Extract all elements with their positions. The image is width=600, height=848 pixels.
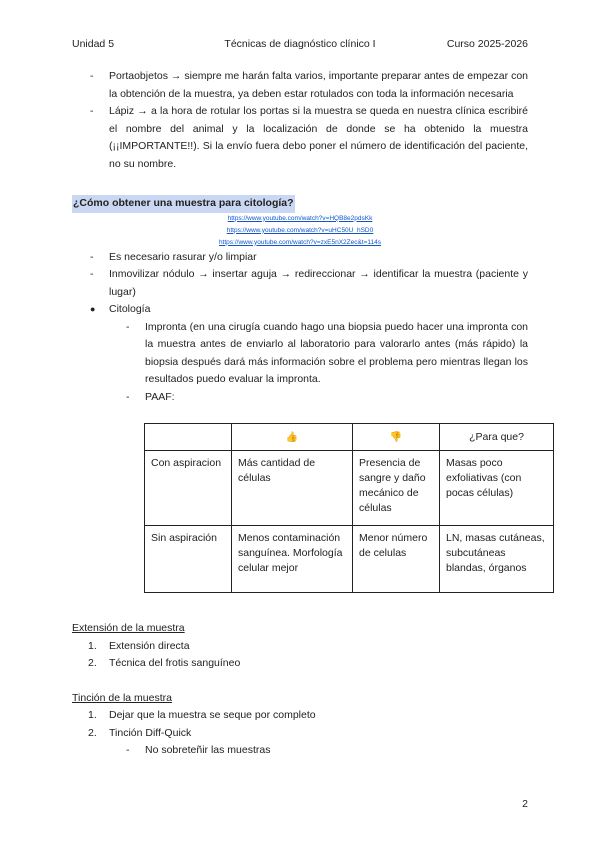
table-cell: Con aspiracion [145,451,232,526]
table-header-cell: ¿Para que? [440,424,554,451]
list-item-text: No sobreteñir las muestras [145,744,271,756]
bullet-marker: ● [90,304,96,314]
list-item-text: Impronta (en una cirugía cuando hago una biopsia puedo hacer una impronta con la muestra antes de enviarlo al laboratorio para valorarlo antes (más rápido) la biopsia después dará más información sobre el problema pero mientras llegan los resultados puedo evaluar la impronta. [145,320,528,385]
list-item [72,655,528,673]
video-link[interactable]: https://www.youtube.com/watch?v=zxE5nX2Zec&t=114s [218,238,382,246]
list-marker: - [126,320,130,333]
table-cell: LN, masas cutáneas, subcutáneas blandas, órganos [440,526,554,593]
thumbs-down-icon: 👎 [389,431,403,443]
list-item-text: Técnica del frotis sanguíneo [109,657,241,669]
table-header-cell [232,424,353,451]
list-marker: 1. [88,639,97,652]
video-link[interactable]: https://www.youtube.com/watch?v=HQB8e2pdsKk [227,214,373,222]
section-title: Tinción de la muestra [72,691,172,704]
list-item-text: Extensión directa [109,639,190,652]
list-item [72,725,528,743]
list-item [72,68,528,103]
list-marker: - [126,390,130,403]
table-cell: Presencia de sangre y daño mecánico de células [353,451,440,526]
list-item-text: Tinción Diff-Quick [109,726,192,739]
section-title: Extensión de la muestra [72,622,185,634]
list-marker: 2. [88,657,97,669]
sub-list-item [72,742,528,760]
section-title: ¿Cómo obtener una muestra para citología? [72,195,295,213]
paaf-table-wrapper [72,423,545,593]
paaf-table [144,423,554,593]
table-cell: Más cantidad de células [232,451,353,526]
list-item-text: Citología [109,303,151,315]
list-item [72,266,528,301]
list-item-text: Dejar que la muestra se seque por completo [109,709,316,721]
list-marker: - [126,744,130,756]
list-marker: - [90,70,94,82]
list-item [72,707,528,725]
table-header-cell [353,424,440,451]
thumbs-up-icon: 👍 [285,431,299,443]
list-item-text: Portaobjetos → siempre me harán falta varios, importante preparar antes de empezar con la obtención de la muestra, ya deben estar rotulados con toda la información necesaria [109,70,528,100]
page-header [72,38,528,52]
list-item [72,638,528,656]
list-marker: - [90,105,94,117]
table-row [145,451,554,526]
table-cell: Menor número de celulas [353,526,440,593]
video-links [72,213,528,249]
list-item-text: Inmovilizar nódulo → insertar aguja → redireccionar → identificar la muestra (paciente y lugar) [109,268,528,298]
table-cell: Menos contaminación sanguínea. Morfología celular mejor [232,526,353,593]
table-header-row [145,424,554,451]
list-item-text: Lápiz → a la hora de rotular los portas si la muestra se queda en nuestra clínica escribiré el nombre del animal y la localización de donde se ha obtenido la muestra (¡¡IMPORTANTE!!). Si la envío fuera debo poner el número de identificación del paciente, no su nombre. [109,105,528,170]
header-unit: Unidad 5 [72,38,115,50]
page-number: 2 [522,798,528,810]
video-link[interactable]: https://www.youtube.com/watch?v=uHC50U_hSD0 [226,226,374,234]
list-item [72,301,528,319]
extension-section [72,620,528,760]
sub-list-item [72,389,528,407]
list-item-text: Es necesario rasurar y/o limpiar [109,250,257,263]
header-course: Curso 2025-2026 [446,38,528,50]
list-item [72,249,528,267]
page-content [72,68,528,406]
list-marker: 1. [88,709,97,721]
list-marker: - [90,268,94,280]
table-cell: Masas poco exfoliativas (con pocas células) [440,451,554,526]
table-cell: Sin aspiración [145,526,232,593]
list-marker: - [90,250,94,263]
list-item-text: PAAF: [145,390,175,403]
header-subject: Técnicas de diagnóstico clínico I [224,38,376,50]
table-row [145,526,554,593]
section-heading [72,195,528,213]
list-marker: 2. [88,726,97,739]
sub-list-item [72,319,528,389]
table-cell [145,424,232,451]
list-item [72,103,528,173]
